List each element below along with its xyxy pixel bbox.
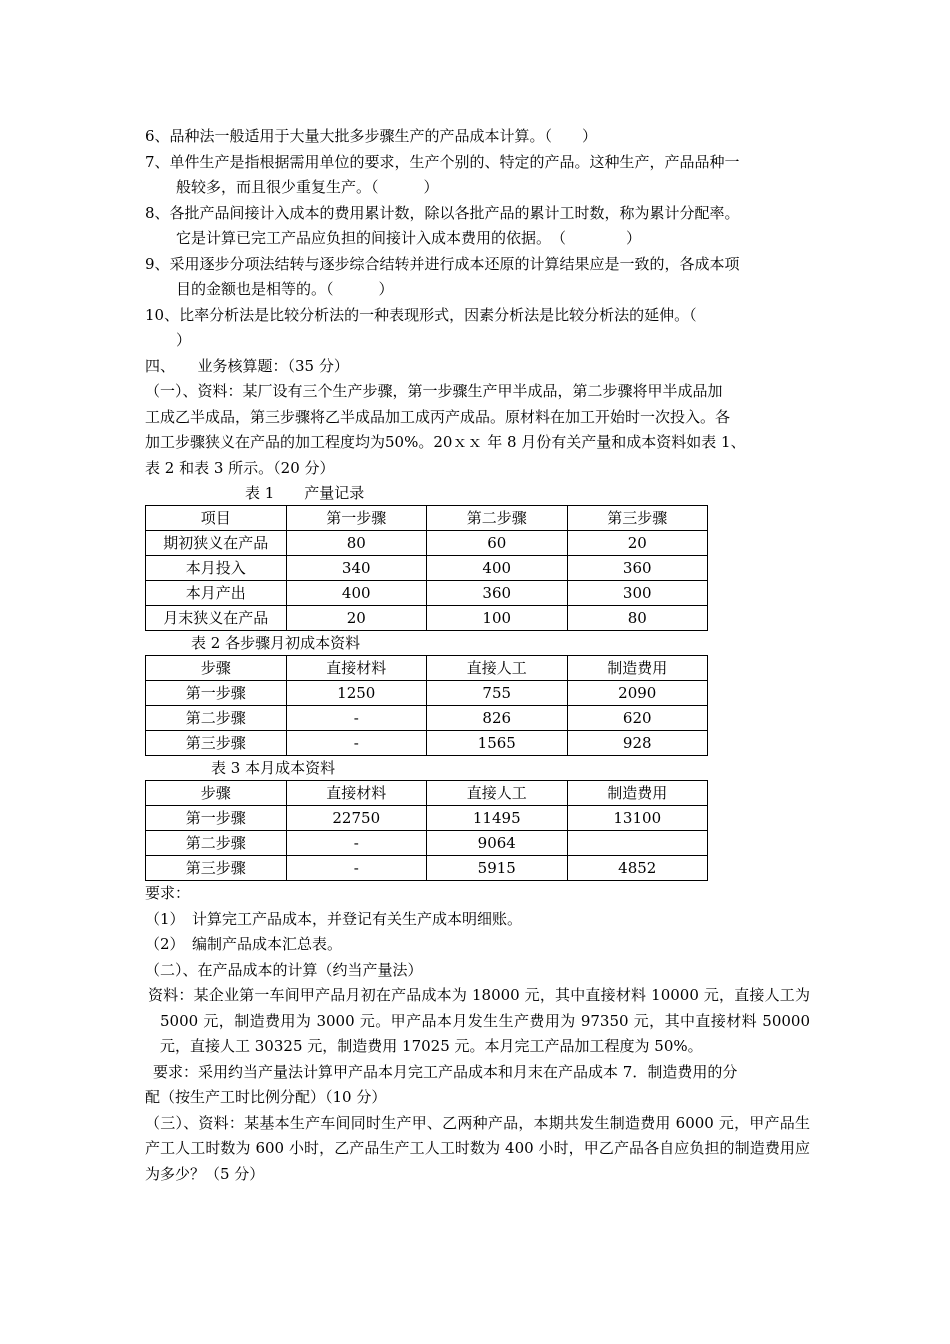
table-cell: 620 <box>567 706 708 731</box>
table2-caption: 表 2 各步骤月初成本资料 <box>191 634 361 652</box>
table2-opening-cost <box>145 655 708 756</box>
table-cell: 第一步骤 <box>146 806 287 831</box>
table-cell: - <box>286 856 427 881</box>
table-row <box>146 681 708 706</box>
table-cell: - <box>286 731 427 756</box>
table-cell: 本月投入 <box>146 556 287 581</box>
table3-current-cost <box>145 780 708 881</box>
table-header-row <box>146 656 708 681</box>
table-header-cell: 直接人工 <box>427 781 568 806</box>
table-header-cell: 项目 <box>146 506 287 531</box>
table-cell: 100 <box>427 606 568 631</box>
requirement-item: （2） 编制产品成本汇总表。 <box>145 935 343 953</box>
table-cell: 1250 <box>286 681 427 706</box>
judgment-8: 8、各批产品间接计入成本的费用累计数，除以各批产品的累计工时数，称为累计分配率。 它是计算已完工产品应负担的间接计入成本费用的依据。 （ ） <box>145 203 740 247</box>
table-header-cell: 直接材料 <box>286 781 427 806</box>
table-header-cell: 制造费用 <box>567 656 708 681</box>
table-header-cell: 第二步骤 <box>427 506 568 531</box>
table-cell: - <box>286 706 427 731</box>
table-cell: 第二步骤 <box>146 706 287 731</box>
table-header-cell: 步骤 <box>146 656 287 681</box>
table-cell <box>567 831 708 856</box>
table3-caption: 表 3 本月成本资料 <box>211 759 336 777</box>
q2-requirement: 要求：采用约当产量法计算甲产品本月完工产品成本和月末在产品成本 7．制造费用的分 配（按生产工时比例分配）（10 分） <box>145 1062 738 1106</box>
table-cell: 9064 <box>427 831 568 856</box>
table-cell: 11495 <box>427 806 568 831</box>
q3-material: （三）、资料：某基本生产车间同时生产甲、乙两种产品，本期共发生制造费用 6000 元，甲产品生产工人工时数为 600 小时，乙产品生产工人工时数为 400 小时，甲乙产品各自应负担的制造费用应为多少？（5 分） <box>145 1113 810 1183</box>
table-row <box>146 806 708 831</box>
table-header-row <box>146 506 708 531</box>
table-cell: 360 <box>567 556 708 581</box>
judgment-7: 7、单件生产是指根据需用单位的要求，生产个别的、特定的产品。这种生产，产品品种一 般较多，而且很少重复生产。（ ） <box>145 152 740 196</box>
table-cell: 60 <box>427 531 568 556</box>
table-cell: 22750 <box>286 806 427 831</box>
table-header-cell: 直接人工 <box>427 656 568 681</box>
table-header-cell: 步骤 <box>146 781 287 806</box>
table-cell: 80 <box>567 606 708 631</box>
judgment-6: 6、品种法一般适用于大量大批多步骤生产的产品成本计算。（ ） <box>145 127 598 145</box>
table-header-cell: 第三步骤 <box>567 506 708 531</box>
table-cell: 第一步骤 <box>146 681 287 706</box>
requirements-title: 要求： <box>145 884 191 902</box>
table-cell: 第二步骤 <box>146 831 287 856</box>
table-row <box>146 581 708 606</box>
table-cell: 4852 <box>567 856 708 881</box>
table-cell: 755 <box>427 681 568 706</box>
table-cell: 340 <box>286 556 427 581</box>
table-header-cell: 直接材料 <box>286 656 427 681</box>
table-cell: 826 <box>427 706 568 731</box>
table-cell: 月末狭义在产品 <box>146 606 287 631</box>
table-cell: 928 <box>567 731 708 756</box>
judgment-10: 10、比率分析法是比较分析法的一种表现形式，因素分析法是比较分析法的延伸。（ ） <box>145 305 697 349</box>
table-row <box>146 606 708 631</box>
table-cell: 300 <box>567 581 708 606</box>
q1-material: （一）、资料：某厂设有三个生产步骤，第一步骤生产甲半成品，第二步骤将甲半成品加 工成乙半成品，第三步骤将乙半成品加工成丙产成品。原材料在加工开始时一次投入。各 加工步骤狭义在产品的加工程度均为50%。20ｘｘ 年 8 月份有关产量和成本资料如表 1、 表 2 和表 3 所示。（20 分） <box>145 382 746 477</box>
table-cell: 1565 <box>427 731 568 756</box>
q2-title: （二）、在产品成本的计算（约当产量法） <box>145 960 423 979</box>
table-cell: 400 <box>427 556 568 581</box>
table-row <box>146 731 708 756</box>
table-cell: 360 <box>427 581 568 606</box>
judgment-9: 9、采用逐步分项法结转与逐步综合结转并进行成本还原的计算结果应是一致的，各成本项 目的金额也是相等的。（ ） <box>145 254 740 298</box>
table1-output-record <box>145 505 708 631</box>
table-cell: 20 <box>286 606 427 631</box>
table-header-cell: 第一步骤 <box>286 506 427 531</box>
table-row <box>146 831 708 856</box>
table1-caption: 表 1 产量记录 <box>245 484 365 502</box>
table-cell: - <box>286 831 427 856</box>
table-cell: 2090 <box>567 681 708 706</box>
table-row <box>146 706 708 731</box>
table-cell: 13100 <box>567 806 708 831</box>
table-header-row <box>146 781 708 806</box>
table-cell: 20 <box>567 531 708 556</box>
table-row <box>146 856 708 881</box>
table-cell: 400 <box>286 581 427 606</box>
q2-material: 资料：某企业第一车间甲产品月初在产品成本为 18000 元，其中直接材料 10000 元，直接人工为 5000 元，制造费用为 3000 元。甲产品本月发生生产费用为 97350 元，其中直接材料 50000 元，直接人工 30325 元，制造费用 17025 元。本月完工产品加工程度为 50%。 <box>148 986 810 1055</box>
document-page <box>145 124 810 1187</box>
table-cell: 第三步骤 <box>146 856 287 881</box>
table-cell: 本月产出 <box>146 581 287 606</box>
table-cell: 80 <box>286 531 427 556</box>
requirement-item: （1） 计算完工产品成本，并登记有关生产成本明细账。 <box>145 909 523 928</box>
table-row <box>146 531 708 556</box>
table-header-cell: 制造费用 <box>567 781 708 806</box>
table-cell: 5915 <box>427 856 568 881</box>
table-cell: 期初狭义在产品 <box>146 531 287 556</box>
table-row <box>146 556 708 581</box>
table-cell: 第三步骤 <box>146 731 287 756</box>
section-heading: 四、 业务核算题：（35 分） <box>145 356 349 375</box>
